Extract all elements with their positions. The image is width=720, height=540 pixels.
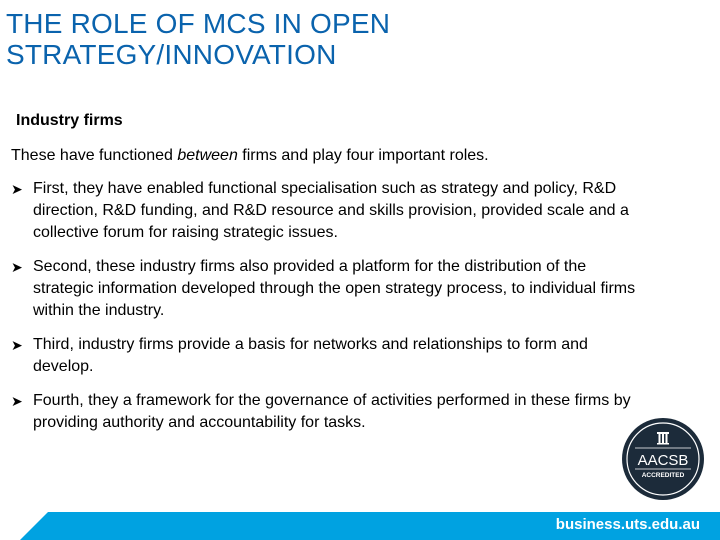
footer-url: business.uts.edu.au (555, 516, 700, 533)
bullet-text: Third, industry firms provide a basis for networks and relationships to form and develop. (33, 336, 588, 375)
bullet-item (11, 334, 651, 378)
badge-label: ACCREDITED (641, 472, 685, 479)
arrow-bullet-icon: ➤ (11, 337, 23, 353)
arrow-bullet-icon: ➤ (11, 393, 23, 409)
slide-title: THE ROLE OF MCS IN OPEN STRATEGY/INNOVATION (6, 8, 391, 70)
badge-name: AACSB (637, 452, 689, 469)
bullet-text: Fourth, they a framework for the governance of activities performed in these firms by providing authority and accountability for tasks. (33, 392, 631, 431)
bullet-item (11, 256, 651, 322)
arrow-bullet-icon: ➤ (11, 181, 23, 197)
intro-before: These have functioned (11, 147, 178, 164)
section-subheading: Industry firms (16, 112, 123, 129)
arrow-bullet-icon: ➤ (11, 259, 23, 275)
intro-text (11, 147, 489, 165)
intro-after: firms and play four important roles. (237, 147, 489, 164)
bullet-item (11, 390, 651, 434)
bullet-text: First, they have enabled functional specialisation such as strategy and policy, R&D direction, R&D funding, and R&D resource and skills provision, provided scale and a collective forum for raising strategic issues. (33, 180, 629, 241)
bullet-text: Second, these industry firms also provided a platform for the distribution of the strategic information developed through the open strategy process, to individual firms within the industry. (33, 258, 636, 319)
bullet-item (11, 178, 651, 244)
intro-emphasis: between (177, 147, 238, 164)
aacsb-badge-icon (621, 417, 705, 501)
bullet-list (11, 178, 651, 446)
